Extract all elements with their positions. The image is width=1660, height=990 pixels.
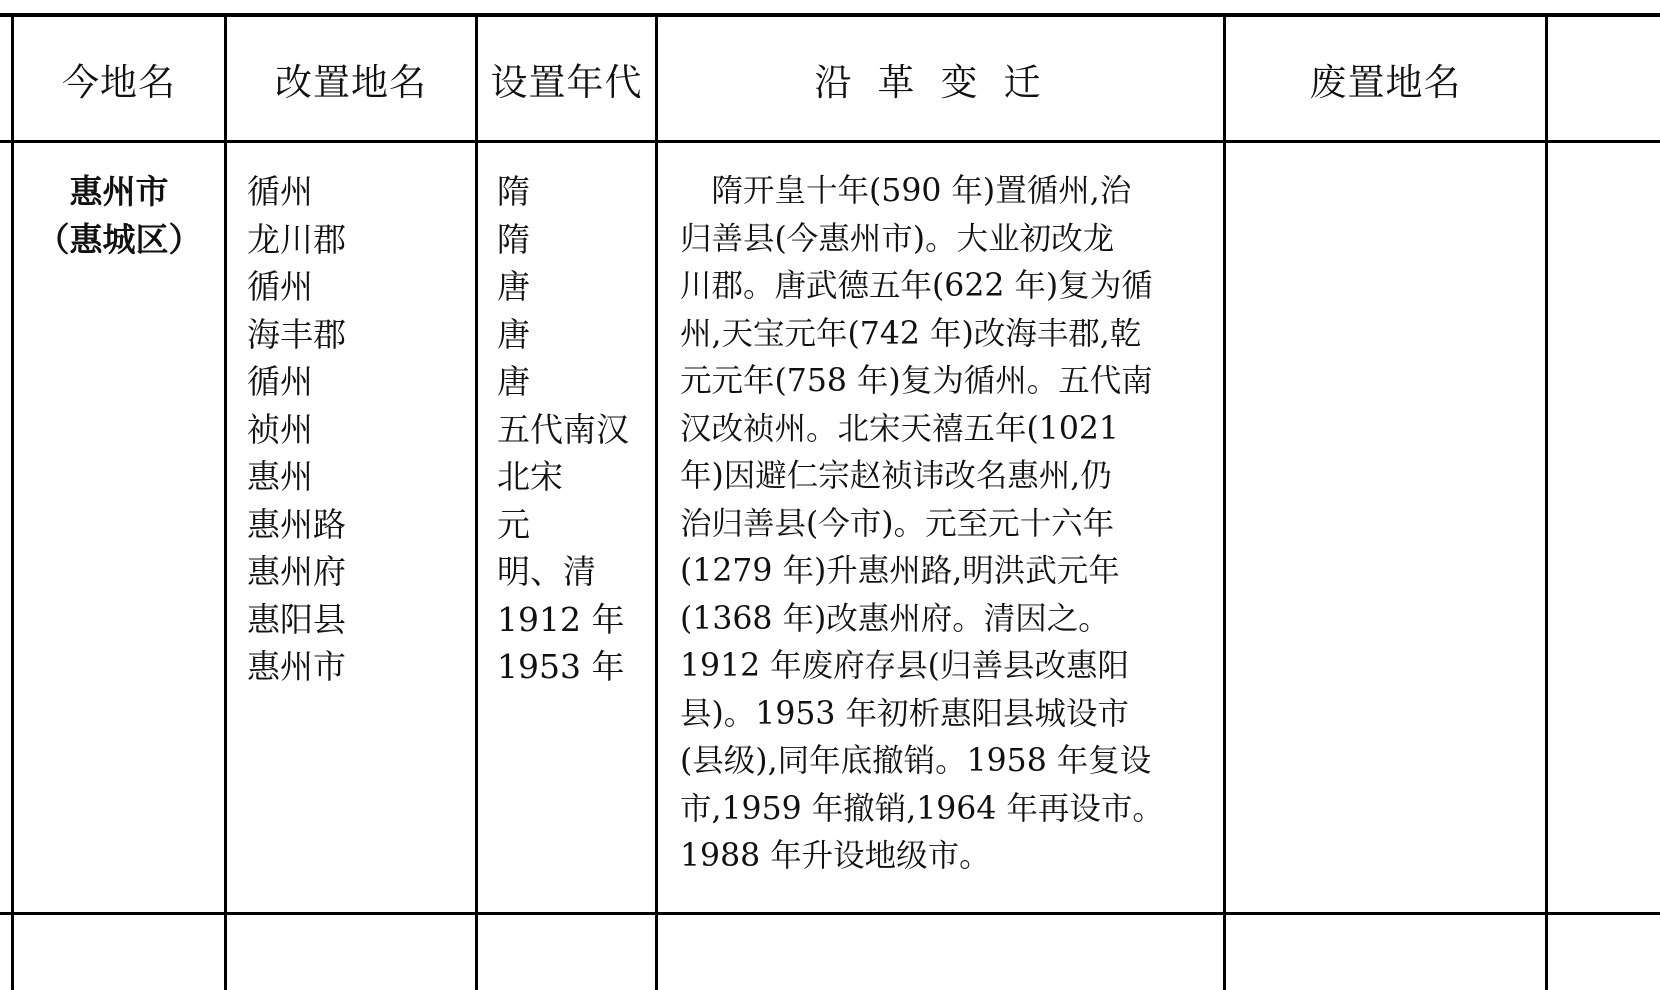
- cell-current-name: [14, 168, 224, 263]
- history-line: (1368 年)改惠州府。清因之。: [680, 600, 1110, 637]
- era-item: 1912 年: [497, 599, 625, 639]
- row-bottom-rule: [0, 912, 1660, 915]
- renamed-item: 祯州: [247, 409, 313, 449]
- era-item: 元: [497, 504, 530, 544]
- header-history: 沿革变迁: [814, 61, 1067, 104]
- renamed-item: 惠州市: [247, 647, 346, 686]
- history-line: 县)。1953 年初析惠阳县城设市: [680, 695, 1129, 732]
- header-renamed: 改置地名: [275, 61, 427, 104]
- current-name-district: （惠城区）: [36, 219, 202, 259]
- column-rule: [1545, 13, 1548, 990]
- history-line: 治归善县(今市)。元至元十六年: [680, 505, 1115, 542]
- history-line: 归善县(今惠州市)。大业初改龙: [680, 220, 1115, 257]
- history-line: 汉改祯州。北宋天禧五年(1021: [680, 410, 1119, 447]
- history-line: 年)因避仁宗赵祯讳改名惠州,仍: [680, 458, 1112, 494]
- era-item: 唐: [497, 314, 530, 354]
- era-item: 明、清: [497, 552, 596, 591]
- header-era: 设置年代: [490, 61, 643, 104]
- table-top-rule: [0, 13, 1660, 17]
- era-item: 隋: [497, 172, 530, 211]
- column-rule: [475, 13, 478, 990]
- renamed-item: 循州: [247, 172, 313, 211]
- history-line: (1279 年)升惠州路,明洪武元年: [680, 553, 1120, 589]
- renamed-item: 惠阳县: [247, 599, 346, 639]
- history-line: 1912 年废府存县(归善县改惠阳: [680, 648, 1129, 684]
- header-divider-rule: [0, 140, 1660, 143]
- era-item: 1953 年: [497, 647, 625, 686]
- header-current-name: 今地名: [62, 61, 176, 104]
- column-rule: [1223, 13, 1226, 990]
- era-item: 五代南汉: [497, 409, 629, 449]
- cell-era-list: [497, 168, 653, 691]
- renamed-item: 惠州: [247, 457, 313, 496]
- column-rule: [655, 13, 658, 990]
- history-line: 州,天宝元年(742 年)改海丰郡,乾: [680, 315, 1142, 352]
- cell-history-text: [680, 168, 1208, 881]
- history-line: 隋开皇十年(590 年)置循州,治: [680, 173, 1132, 209]
- era-item: 唐: [497, 267, 530, 306]
- cell-renamed-list: [247, 168, 472, 691]
- history-line: 市,1959 年撤销,1964 年再设市。: [680, 790, 1164, 827]
- renamed-item: 惠州路: [247, 504, 346, 544]
- renamed-item: 循州: [247, 267, 313, 306]
- history-line: 1988 年升设地级市。: [680, 838, 991, 874]
- column-rule: [224, 13, 227, 990]
- era-item: 唐: [497, 362, 530, 401]
- history-line: 元元年(758 年)复为循州。五代南: [680, 363, 1153, 399]
- renamed-item: 惠州府: [247, 552, 346, 591]
- history-line: (县级),同年底撤销。1958 年复设: [680, 743, 1152, 779]
- era-item: 北宋: [497, 457, 563, 496]
- header-abolished: 废置地名: [1309, 61, 1462, 104]
- column-rule: [11, 13, 14, 990]
- history-line: 川郡。唐武德五年(622 年)复为循: [680, 268, 1153, 304]
- renamed-item: 循州: [247, 362, 313, 401]
- current-name: 惠州市: [69, 172, 169, 211]
- era-item: 隋: [497, 219, 530, 259]
- renamed-item: 海丰郡: [247, 314, 346, 354]
- renamed-item: 龙川郡: [247, 219, 346, 259]
